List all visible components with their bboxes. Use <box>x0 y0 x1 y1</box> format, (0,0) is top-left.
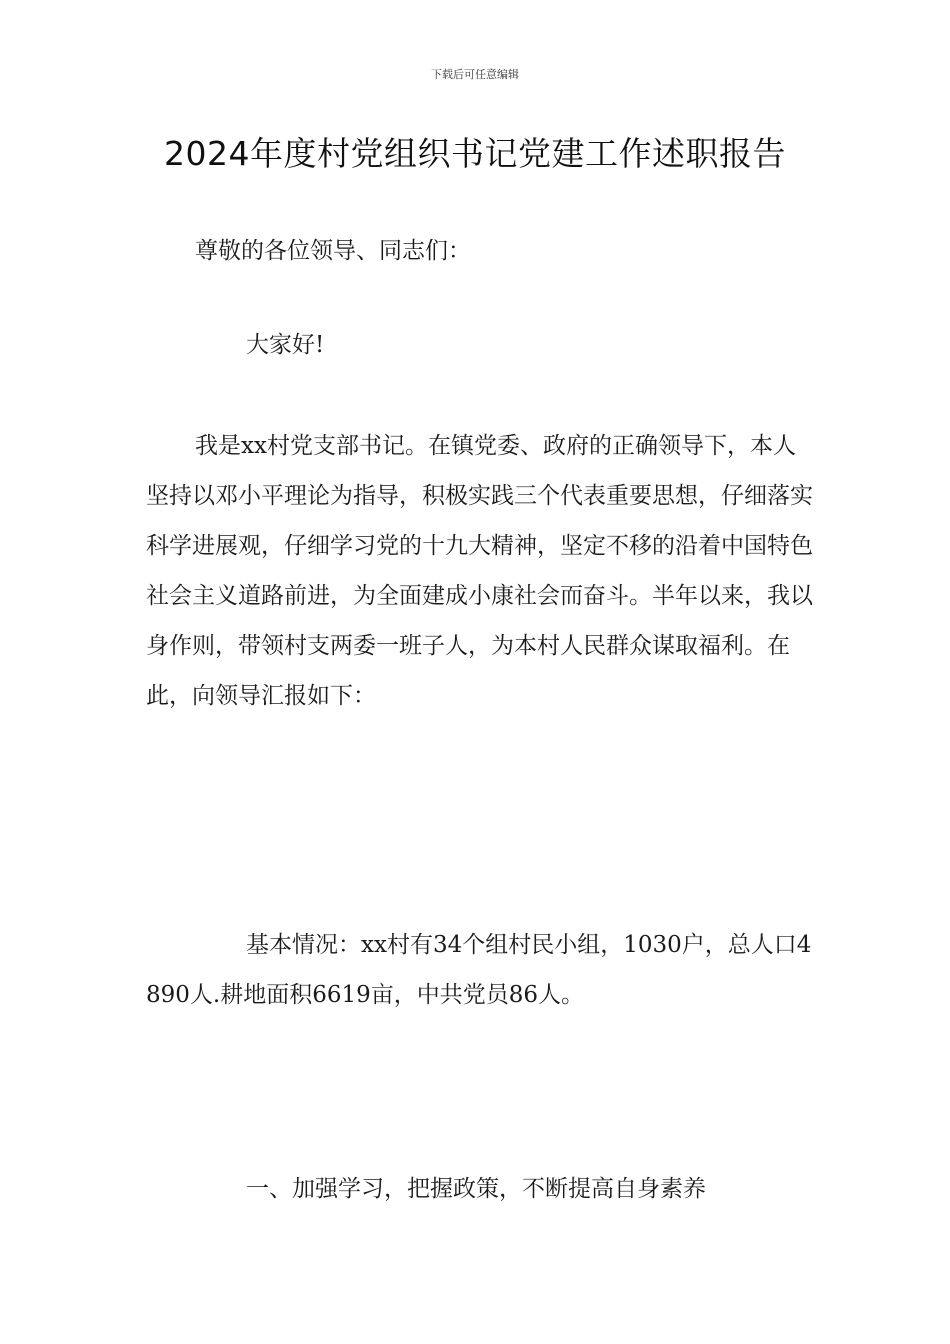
basic-situation-paragraph: 基本情况：xx村有34个组村民小组，1030户，总人口4890人.耕地面积6619亩，中共党员86人。 <box>146 932 812 1008</box>
greeting-text: 大家好! <box>246 332 325 358</box>
section-heading-1-text: 一、加强学习，把握政策，不断提高自身素养 <box>246 1176 706 1202</box>
salutation-text: 尊敬的各位领导、同志们： <box>195 238 471 264</box>
greeting <box>146 320 816 370</box>
intro-paragraph: 我是xx村党支部书记。在镇党委、政府的正确领导下，本人坚持以邓小平理论为指导，积极实践三个代表重要思想，仔细落实科学进展观，仔细学习党的十九大精神，坚定不移的沿着中国特色社会主义道路前进，为全面建成小康社会而奋斗。半年以来，我以身作则，带领村支两委一班子人，为本村人民群众谋取福利。在此，向领导汇报如下： <box>146 433 813 709</box>
header-note: 下载后可任意编辑 <box>431 68 519 81</box>
document-title: 2024年度村党组织书记党建工作述职报告 <box>164 134 786 173</box>
section-heading-1 <box>146 1164 816 1214</box>
salutation <box>146 226 816 276</box>
